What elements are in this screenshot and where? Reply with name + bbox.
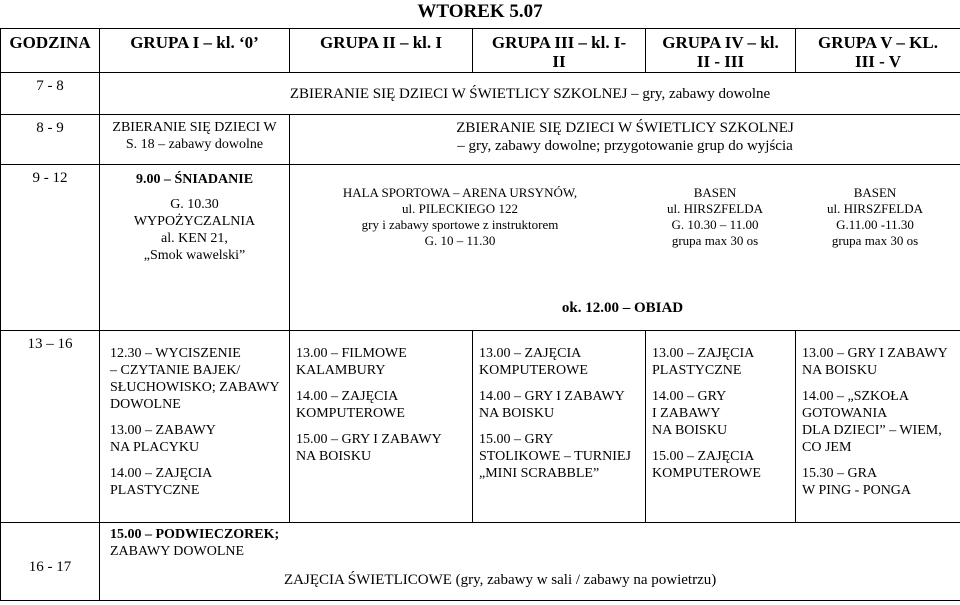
g2-act-line: KOMPUTEROWE bbox=[296, 406, 405, 421]
g4-act-line: KOMPUTEROWE bbox=[652, 466, 761, 481]
page-title: WTOREK 5.07 bbox=[417, 1, 543, 22]
g23-line-2: ul. PILECKIEGO 122 bbox=[402, 201, 518, 216]
g2-act-line: 15.00 – GRY I ZABAWY bbox=[296, 432, 442, 447]
g23-line-1: HALA SPORTOWA – ARENA URSYNÓW, bbox=[342, 185, 578, 200]
g4-act-line: NA BOISKU bbox=[652, 423, 728, 438]
schedule-table bbox=[0, 28, 960, 601]
time-9-12: 9 - 12 bbox=[1, 165, 100, 331]
g4-act-line: 13.00 – ZAJĘCIA bbox=[652, 346, 755, 361]
g5-act-line: CO JEM bbox=[802, 440, 852, 455]
g2-act-line: 14.00 – ZAJĘCIA bbox=[296, 389, 399, 404]
g1-time-text: G. 10.30 bbox=[170, 197, 219, 212]
cell-13-16-group-1 bbox=[100, 331, 290, 523]
g4-act-line: 14.00 – GRY bbox=[652, 389, 727, 404]
g23-line-4: G. 10 – 11.30 bbox=[424, 233, 496, 248]
g3-act-line: NA BOISKU bbox=[479, 406, 555, 421]
cell-13-16-group-2 bbox=[290, 331, 473, 523]
header-group-4: GRUPA IV – kl. II - III bbox=[646, 29, 796, 73]
cell-13-16-group-5 bbox=[796, 331, 960, 523]
cell-16-17-all bbox=[100, 523, 960, 601]
snack-line-1: 15.00 – PODWIECZOREK; bbox=[110, 527, 280, 542]
g3-act-line: STOLIKOWE – TURNIEJ bbox=[479, 449, 631, 464]
g2-act-line: 13.00 – FILMOWE bbox=[296, 346, 407, 361]
time-16-17: 16 - 17 bbox=[1, 523, 100, 601]
g1-act-line: 13.00 – ZABAWY bbox=[110, 423, 216, 438]
g1-act-line: PLASTYCZNE bbox=[110, 483, 200, 498]
g5-act-line: W PING - PONGA bbox=[802, 483, 912, 498]
g3-act-line: „MINI SCRABBLE” bbox=[479, 466, 600, 481]
g2-act-line: KALAMBURY bbox=[296, 363, 386, 378]
row-16-17 bbox=[1, 523, 960, 601]
header-group-2: GRUPA II – kl. I bbox=[290, 29, 473, 73]
g5-activity bbox=[795, 185, 955, 249]
g1-act-line: 12.30 – WYCISZENIE bbox=[110, 346, 241, 361]
header-group-5: GRUPA V – KL. III - V bbox=[796, 29, 960, 73]
cell-13-16-group-3 bbox=[473, 331, 646, 523]
g5-line-2: ul. HIRSZFELDA bbox=[826, 201, 924, 216]
g5-act-line: 14.00 – „SZKOŁA bbox=[802, 389, 909, 404]
time-7-8: 7 - 8 bbox=[1, 73, 100, 115]
header-group-1: GRUPA I – kl. ‘0’ bbox=[100, 29, 290, 73]
row-13-16 bbox=[1, 331, 960, 523]
cell-9-12-group-1 bbox=[100, 165, 290, 331]
g23-activity bbox=[290, 185, 630, 249]
g5-act-line: NA BOISKU bbox=[802, 363, 878, 378]
g1-address-text: al. KEN 21, bbox=[161, 231, 228, 246]
cell-9-12-rest bbox=[290, 165, 960, 331]
header-row bbox=[1, 29, 960, 73]
g3-act-line: 14.00 – GRY I ZABAWY bbox=[479, 389, 625, 404]
g1-act-line: DOWOLNE bbox=[110, 397, 181, 412]
g5-act-line: 13.00 – GRY I ZABAWY bbox=[802, 346, 948, 361]
time-13-16: 13 – 16 bbox=[1, 331, 100, 523]
g4-act-line: I ZABAWY bbox=[652, 406, 721, 421]
g1-act-line: SŁUCHOWISKO; ZABAWY bbox=[110, 380, 280, 395]
g1-act-line: NA PLACYKU bbox=[110, 440, 200, 455]
breakfast-text: 9.00 – ŚNIADANIE bbox=[135, 172, 254, 187]
g3-act-line: 15.00 – GRY bbox=[479, 432, 554, 447]
cell-8-9-rest bbox=[290, 115, 960, 165]
g5-line-4: grupa max 30 os bbox=[831, 233, 919, 248]
g3-act-line: KOMPUTEROWE bbox=[479, 363, 588, 378]
g5-act-line: DLA DZIECI” – WIEM, bbox=[802, 423, 942, 438]
g2-act-line: NA BOISKU bbox=[296, 449, 372, 464]
g23-line-3: gry i zabawy sportowe z instruktorem bbox=[361, 217, 559, 232]
cell-8-9-group-1: ZBIERANIE SIĘ DZIECI W S. 18 – zabawy dowolne bbox=[100, 115, 290, 165]
g5-line-1: BASEN bbox=[853, 185, 897, 200]
g1-act-line: – CZYTANIE BAJEK/ bbox=[110, 363, 241, 378]
g4-line-2: ul. HIRSZFELDA bbox=[666, 201, 764, 216]
cell-7-8-all: ZBIERANIE SIĘ DZIECI W ŚWIETLICY SZKOLNEJ – gry, zabawy dowolne bbox=[100, 73, 960, 115]
header-time: GODZINA bbox=[1, 29, 100, 73]
lunch-text: ok. 12.00 – OBIAD bbox=[561, 300, 684, 316]
g3-act-line: 13.00 – ZAJĘCIA bbox=[479, 346, 582, 361]
cell-8-9-rest-line2: – gry, zabawy dowolne; przygotowanie grup do wyjścia bbox=[457, 138, 793, 154]
g4-line-1: BASEN bbox=[693, 185, 737, 200]
g1-place-text: WYPOŻYCZALNIA bbox=[133, 214, 256, 229]
afternoon-snack bbox=[110, 526, 279, 560]
cell-8-9-rest-line1: ZBIERANIE SIĘ DZIECI W ŚWIETLICY SZKOLNEJ bbox=[456, 120, 794, 136]
g4-act-line: 15.00 – ZAJĘCIA bbox=[652, 449, 755, 464]
row-7-8 bbox=[1, 73, 960, 115]
afternoon-activities: ZAJĘCIA ŚWIETLICOWE (gry, zabawy w sali / zabawy na powietrzu) bbox=[284, 572, 717, 588]
g4-line-3: G. 10.30 – 11.00 bbox=[671, 217, 759, 232]
g4-line-4: grupa max 30 os bbox=[671, 233, 759, 248]
header-group-3: GRUPA III – kl. I-II bbox=[473, 29, 646, 73]
g4-act-line: PLASTYCZNE bbox=[652, 363, 742, 378]
row-8-9 bbox=[1, 115, 960, 165]
g1-act-line: 14.00 – ZAJĘCIA bbox=[110, 466, 213, 481]
row-9-12 bbox=[1, 165, 960, 331]
cell-13-16-group-4 bbox=[646, 331, 796, 523]
time-8-9: 8 - 9 bbox=[1, 115, 100, 165]
snack-line-2: ZABAWY DOWOLNE bbox=[110, 544, 245, 559]
g5-line-3: G.11.00 -11.30 bbox=[836, 217, 914, 232]
g5-act-line: 15.30 – GRA bbox=[802, 466, 878, 481]
g5-act-line: GOTOWANIA bbox=[802, 406, 888, 421]
g4-activity bbox=[640, 185, 790, 249]
g1-title-text: „Smok wawelski” bbox=[143, 248, 246, 263]
